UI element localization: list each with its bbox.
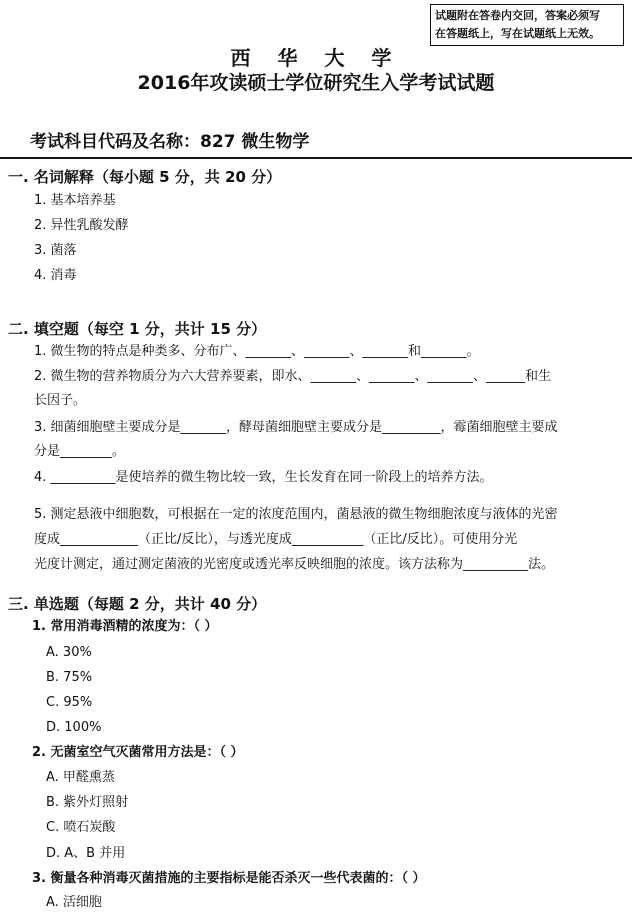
s2-question-3-line-1: 3. 细菌细胞壁主要成分是_______，酵母菌细胞壁主要成分是_________，霉菌细胞壁主要成 (34, 420, 558, 435)
s1-item-4: 4. 消毒 (34, 268, 77, 283)
s1-item-1: 1. 基本培养基 (34, 193, 116, 208)
s2-question-2-line-1: 2. 微生物的营养物质分为六大营养要素，即水、_______、_______、_______、______和生 (34, 369, 552, 384)
s3-question-2: 2. 无菌室空气灭菌常用方法是：（ ） (32, 745, 244, 760)
s3-q2-option-d: D. A、B 并用 (46, 846, 126, 861)
s2-question-2-line-2: 长因子。 (34, 393, 87, 408)
s2-question-4: 4. __________是使培养的微生物比较一致，生长发育在同一阶段上的培养方法。 (34, 470, 493, 485)
exam-notice-box (430, 4, 624, 46)
notice-line-1: 试题附在答卷内交回，答案必须写 (435, 9, 600, 22)
s3-q2-option-b: B. 紫外灯照射 (46, 795, 129, 810)
s3-q1-option-a: A. 30% (46, 645, 92, 660)
s2-question-5-line-2: 度成____________（正比/反比），与透光度成___________（正比/反比）。可使用分光 (34, 532, 518, 547)
s3-q1-option-d: D. 100% (46, 720, 102, 735)
s2-question-5-line-1: 5. 测定悬液中细胞数，可根据在一定的浓度范围内，菌悬液的微生物细胞浓度与液体的光密 (34, 507, 558, 522)
section-1-heading: 一. 名词解释（每小题 5 分，共 20 分） (8, 168, 282, 186)
s3-q1-option-b: B. 75% (46, 670, 93, 685)
s3-question-3: 3. 衡量各种消毒灭菌措施的主要指标是能否杀灭一些代表菌的：（ ） (32, 871, 426, 886)
s2-question-1: 1. 微生物的特点是种类多、分布广、_______、_______、_______和_______。 (34, 344, 480, 359)
s3-q3-option-a: A. 活细胞 (46, 895, 102, 910)
notice-line-2: 在答题纸上，写在试题纸上无效。 (435, 27, 600, 40)
section-2-heading: 二. 填空题（每空 1 分，共计 15 分） (8, 320, 267, 338)
s2-question-5-line-3: 光度计测定，通过测定菌液的光密度或透光率反映细胞的浓度。该方法称为__________法。 (34, 557, 555, 572)
s3-q1-option-c: C. 95% (46, 695, 93, 710)
header-divider (0, 157, 632, 159)
s3-question-1: 1. 常用消毒酒精的浓度为：（ ） (32, 619, 218, 634)
s1-item-2: 2. 异性乳酸发酵 (34, 218, 129, 233)
s1-item-3: 3. 菌落 (34, 243, 77, 258)
section-3-heading: 三. 单选题（每题 2 分，共计 40 分） (8, 595, 267, 613)
exam-title: 2016年攻读硕士学位研究生入学考试试题 (137, 72, 495, 94)
s2-question-3-line-2: 分是________。 (34, 444, 126, 459)
s3-q2-option-c: C. 喷石炭酸 (46, 820, 116, 835)
university-name: 西 华 大 学 (230, 46, 402, 70)
s3-q2-option-a: A. 甲醛熏蒸 (46, 770, 115, 785)
subject-code-name: 考试科目代码及名称：827 微生物学 (30, 132, 310, 152)
